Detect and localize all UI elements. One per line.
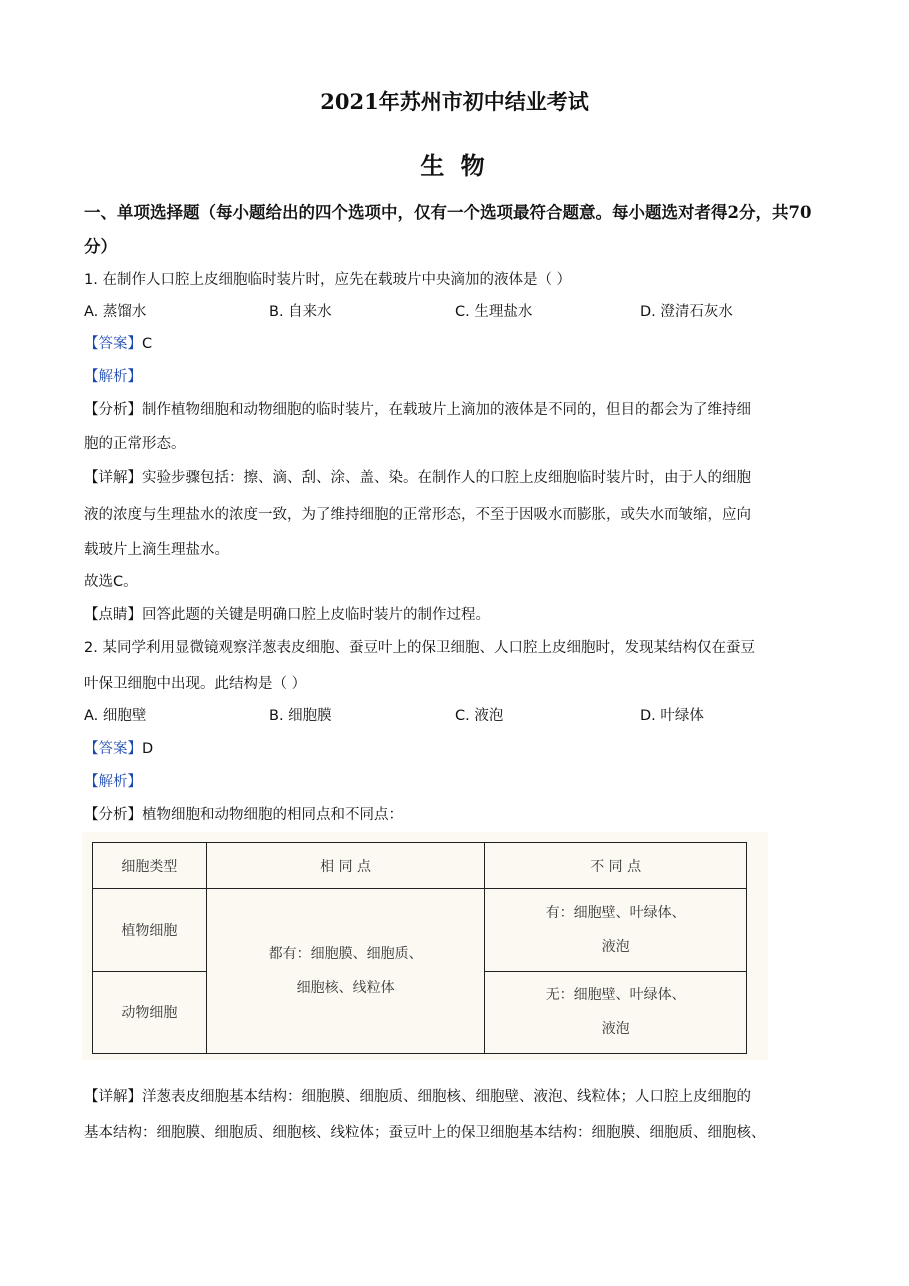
subject-title: 生 物 [420, 151, 489, 180]
q1-detail-line3: 载玻片上滴生理盐水。 [84, 542, 229, 558]
comment-tag: 【点睛】 [84, 607, 142, 623]
fenxi-text: 植物细胞和动物细胞的相同点和不同点： [142, 807, 403, 823]
cell-comparison-table-image [82, 832, 768, 1060]
table-cell-plant-diff [485, 889, 747, 971]
cell-comparison-table [92, 842, 747, 1054]
analysis-tag: 【解析】 [84, 369, 142, 385]
q1-option-a: A. 蒸馏水 [84, 304, 147, 320]
answer-tag: 【答案】 [84, 336, 142, 352]
table-header-type: 细胞类型 [93, 843, 207, 889]
detail-text: 实验步骤包括：擦、滴、刮、涂、盖、染。在制作人的口腔上皮细胞临时装片时，由于人的细胞 [142, 470, 751, 486]
detail-tag: 【详解】 [84, 1089, 142, 1105]
q1-detail-line2: 液的浓度与生理盐水的浓度一致，为了维持细胞的正常形态，不至于因吸水而膨胀，或失水而皱缩，应向 [84, 507, 751, 523]
q1-answer [84, 334, 152, 354]
animal-diff-line2: 液泡 [601, 1021, 630, 1038]
table-cell-same [206, 889, 485, 1054]
answer-tag: 【答案】 [84, 741, 142, 757]
q2-option-b: B. 细胞膜 [269, 708, 332, 724]
q1-stem: 1. 在制作人口腔上皮细胞临时装片时，应先在载玻片中央滴加的液体是（ ） [84, 272, 572, 288]
q1-option-d: D. 澄清石灰水 [640, 304, 733, 320]
table-header-same: 相 同 点 [206, 843, 485, 889]
table-cell-animal-diff [485, 971, 747, 1053]
plant-diff-line1: 有：细胞壁、叶绿体、 [545, 904, 686, 921]
q1-comment [84, 605, 490, 625]
table-cell-plant: 植物细胞 [93, 889, 207, 971]
answer-value: D [142, 741, 154, 757]
q2-answer [84, 739, 153, 759]
q1-analysis-tag [84, 367, 142, 387]
q2-option-d: D. 叶绿体 [640, 708, 704, 724]
q2-detail-line2: 基本结构：细胞膜、细胞质、细胞核、线粒体；蚕豆叶上的保卫细胞基本结构：细胞膜、细胞质、细胞核、 [84, 1125, 766, 1141]
q1-fenxi-line2: 胞的正常形态。 [84, 436, 186, 452]
q2-fenxi [84, 805, 403, 825]
same-line2: 细胞核、线粒体 [296, 980, 395, 997]
section-header: 一、单项选择题（每小题给出的四个选项中，仅有一个选项最符合题意。每小题选对者得2分，共70分） [84, 203, 812, 256]
q1-choice: 故选C。 [84, 574, 138, 590]
q2-analysis-tag [84, 772, 142, 792]
q2-stem-line2: 叶保卫细胞中出现。此结构是（ ） [84, 676, 307, 692]
q2-option-c: C. 液泡 [455, 708, 504, 724]
q2-stem-line1: 2. 某同学利用显微镜观察洋葱表皮细胞、蚕豆叶上的保卫细胞、人口腔上皮细胞时，发现某结构仅在蚕豆 [84, 640, 755, 656]
detail-tag: 【详解】 [84, 470, 142, 486]
fenxi-tag: 【分析】 [84, 807, 142, 823]
q1-option-c: C. 生理盐水 [455, 304, 533, 320]
table-cell-animal: 动物细胞 [93, 971, 207, 1053]
same-line1: 都有：细胞膜、细胞质、 [268, 946, 423, 963]
fenxi-tag: 【分析】 [84, 402, 142, 418]
fenxi-text: 制作植物细胞和动物细胞的临时装片，在载玻片上滴加的液体是不同的，但目的都会为了维持细 [142, 402, 751, 418]
q1-detail-line1 [84, 468, 751, 488]
animal-diff-line1: 无：细胞壁、叶绿体、 [545, 987, 686, 1004]
exam-title: 2021年苏州市初中结业考试 [320, 89, 589, 114]
q2-option-a: A. 细胞壁 [84, 708, 147, 724]
plant-diff-line2: 液泡 [601, 938, 630, 955]
detail-text: 洋葱表皮细胞基本结构：细胞膜、细胞质、细胞核、细胞壁、液泡、线粒体；人口腔上皮细胞的 [142, 1089, 751, 1105]
answer-value: C [142, 336, 153, 352]
q1-fenxi-line1 [84, 400, 751, 420]
q2-detail-line1 [84, 1087, 751, 1107]
comment-text: 回答此题的关键是明确口腔上皮临时装片的制作过程。 [142, 607, 490, 623]
q1-option-b: B. 自来水 [269, 304, 332, 320]
analysis-tag: 【解析】 [84, 774, 142, 790]
table-header-diff: 不 同 点 [485, 843, 747, 889]
